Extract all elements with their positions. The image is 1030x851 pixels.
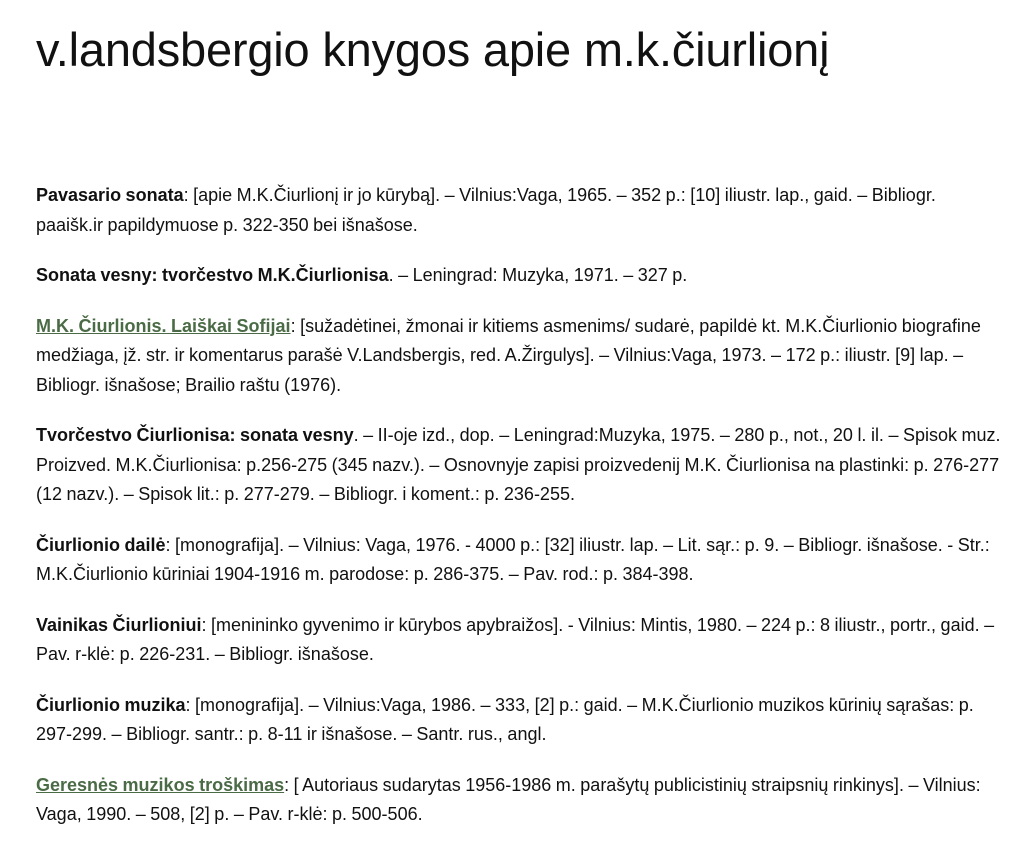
entry-title: Vainikas Čiurlioniui [36,614,202,635]
entry-title-link[interactable]: Geresnės muzikos troškimas [36,774,285,795]
entry-title: Pavasario sonata [36,185,184,205]
bibliography-entry [36,181,1001,240]
bibliography-entry [36,421,1001,510]
entry-details: . – Leningrad: Muzyka, 1971. – 327 p. [388,265,688,285]
entry-details: : [monografija]. – Vilnius: Vaga, 1976. - 4000 p.: [32] iliustr. lap. – Lit. sąr.: p. 9. – Bibliogr. išnašose. - Str.: M.K.Čiurlionio kūriniai 1904-1916 m. parodose: p. 286-375. – Pav. rod.: p. 384-398. [36,534,990,584]
bibliography-entry [36,312,1001,401]
entry-details: : [sužadėtinei, žmonai ir kitiems asmenims/ sudarė, papildė kt. M.K.Čiurlionio biografine medžiaga, įž. str. ir komentarus parašė V.Landsbergis, red. A.Žirgulys]. – Vilnius:Vaga, 1973. – 172 p.: iliustr. [9] lap. – Bibliogr. išnašose; Brailio raštu (1976). [36,315,981,395]
bibliography-list [36,181,1001,851]
entry-details: : [menininko gyvenimo ir kūrybos apybraižos]. - Vilnius: Mintis, 1980. – 224 p.: 8 iliustr., portr., gaid. – Pav. r-klė: p. 226-231. – Bibliogr. išnašose. [36,614,995,664]
bibliography-entry [36,771,1001,830]
entry-details: : [apie M.K.Čiurlionį ir jo kūrybą]. – Vilnius:Vaga, 1965. – 352 p.: [10] iliustr. lap., gaid. – Bibliogr. paaišk.ir papildymuose p. 322-350 bei išnašose. [36,185,936,235]
entry-details: : [ Autoriaus sudarytas 1956-1986 m. parašytų publicistinių straipsnių rinkinys]. – Vilnius: Vaga, 1990. – 508, [2] p. – Pav. r-klė: p. 500-506. [36,774,981,824]
entry-details: : [monografija]. – Vilnius:Vaga, 1986. – 333, [2] p.: gaid. – M.K.Čiurlionio muzikos kūrinių sąrašas: p. 297-299. – Bibliogr. santr.: p. 8-11 ir išnašose. – Santr. rus., angl. [36,694,974,744]
bibliography-entry [36,691,1001,750]
entry-title: Sonata vesny: tvorčestvo M.K.Čiurlionisa [36,265,389,285]
entry-title: Čiurlionio muzika [36,694,186,715]
bibliography-entry [36,261,1001,291]
entry-title-link[interactable]: M.K. Čiurlionis. Laiškai Sofijai [36,315,291,336]
entry-details: . – II-oje izd., dop. – Leningrad:Muzyka, 1975. – 280 p., not., 20 l. il. – Spisok muz. Proizved. M.K.Čiurlionisa: p.256-275 (345 nazv.). – Osnovnyje zapisi proizvedenij M.K. Čiurlionisa na plastinki: p. 276-277 (12 nazv.). – Spisok lit.: p. 277-279. – Bibliogr. i koment.: p. 236-255. [36,425,1001,504]
entry-title: Tvorčestvo Čiurlionisa: sonata vesny [36,425,354,445]
bibliography-entry [36,611,1001,670]
bibliography-entry [36,531,1001,590]
page-title: v.landsbergio knygos apie m.k.čiurlionį [36,23,830,76]
entry-title: Čiurlionio dailė [36,534,166,555]
